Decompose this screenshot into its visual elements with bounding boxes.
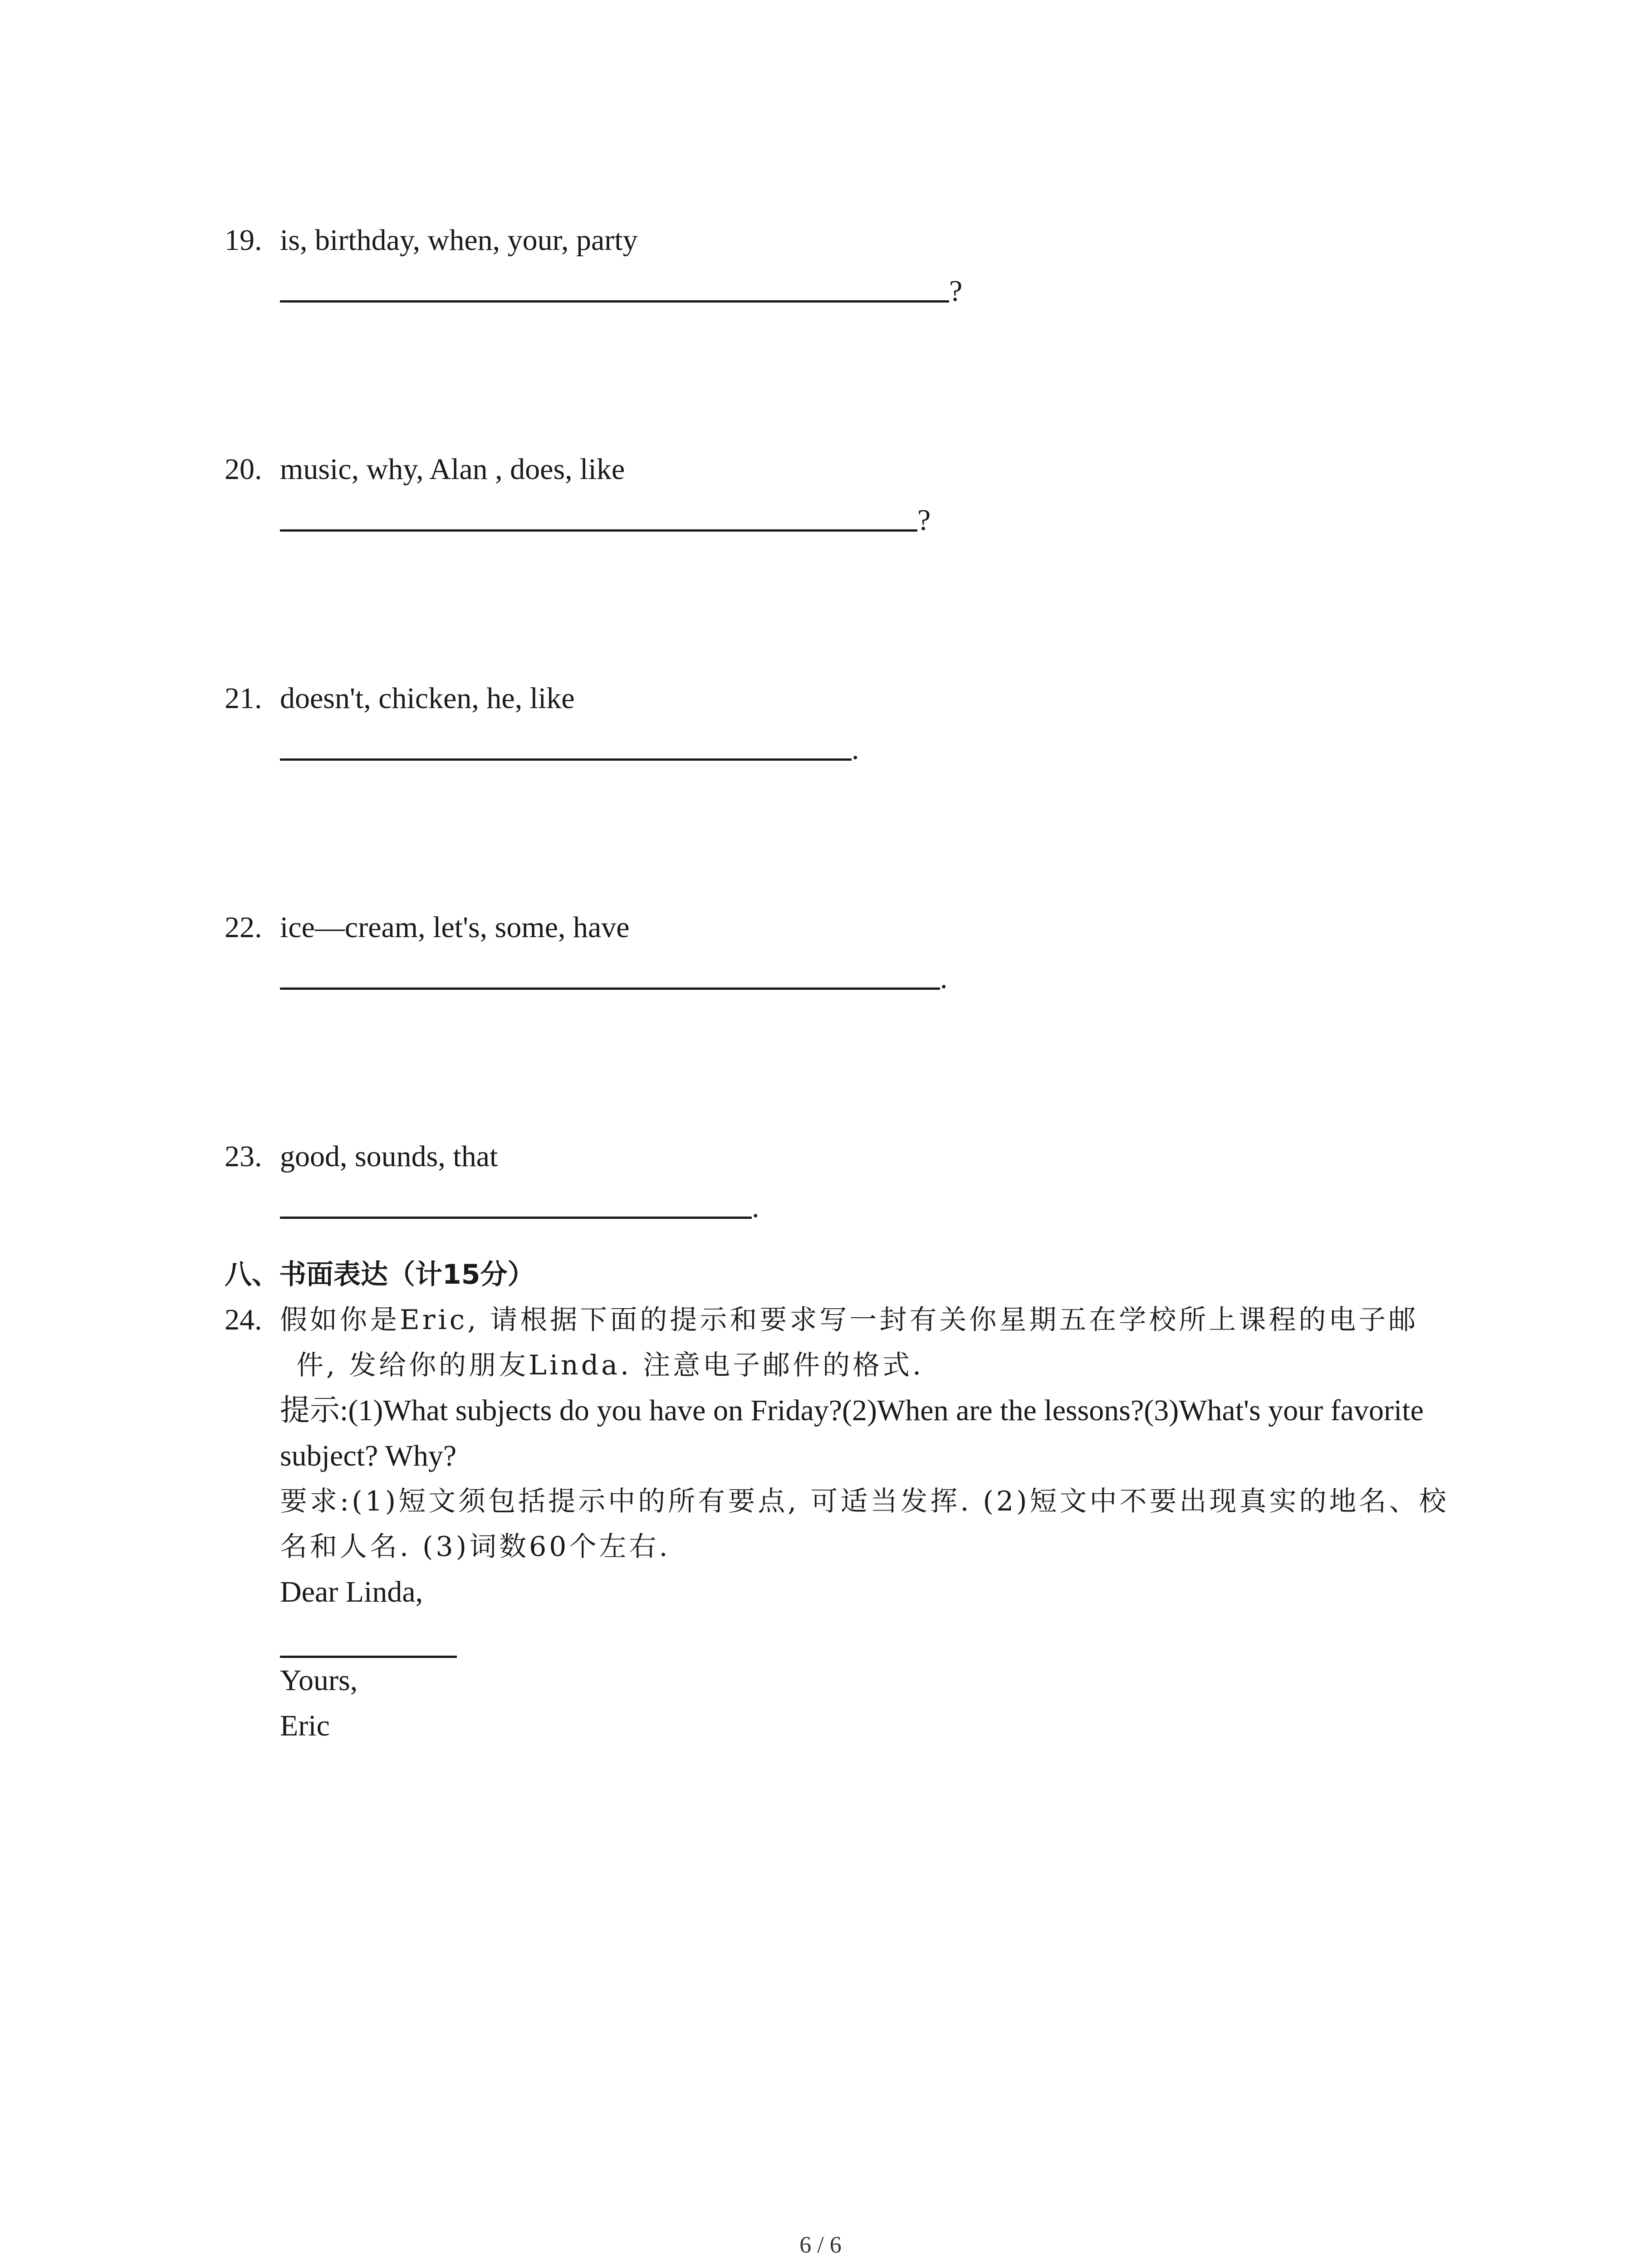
essay-body (280, 1297, 1472, 1749)
answer-row (280, 727, 1495, 772)
answer-row (280, 498, 1495, 543)
question-number: 24. (225, 1303, 262, 1336)
requirement-line: 名和人名. (3)词数60个左右. (280, 1531, 671, 1563)
end-punctuation: . (752, 1191, 759, 1224)
question-prompt (225, 676, 1495, 721)
letter-body-blank[interactable] (280, 1615, 457, 1658)
answer-blank[interactable] (280, 956, 940, 990)
question-22 (225, 905, 1495, 1001)
question-words: ice—cream, let's, some, have (280, 911, 630, 944)
answer-blank[interactable] (280, 498, 917, 532)
answer-blank[interactable] (280, 269, 949, 303)
question-21 (225, 676, 1495, 772)
question-20 (225, 447, 1495, 543)
question-prompt (225, 905, 1495, 950)
answer-row (280, 1185, 1495, 1230)
question-prompt (225, 1134, 1495, 1179)
page-indicator: 6 / 6 (799, 2232, 842, 2258)
end-punctuation: . (852, 733, 859, 766)
question-words: is, birthday, when, your, party (280, 224, 638, 257)
requirement-line: 要求:(1)短文须包括提示中的所有要点, 可适当发挥. (2)短文中不要出现真实的地名、校 (280, 1486, 1449, 1517)
answer-blank[interactable] (280, 727, 852, 761)
answer-blank[interactable] (280, 1185, 752, 1219)
question-number: 20. (225, 453, 262, 486)
hint-line: subject? Why? (280, 1439, 457, 1472)
instruction-line: 假如你是Eric, 请根据下面的提示和要求写一封有关你星期五在学校所上课程的电子邮 (280, 1304, 1419, 1336)
letter-closing: Yours, (280, 1664, 358, 1697)
question-number: 23. (225, 1140, 262, 1173)
question-number: 22. (225, 911, 262, 944)
answer-row (280, 269, 1495, 314)
instruction-line: 件, 发给你的朋友Linda. 注意电子邮件的格式. (296, 1349, 924, 1381)
question-prompt (225, 218, 1495, 263)
question-words: music, why, Alan , does, like (280, 453, 625, 486)
hint-line: 提示:(1)What subjects do you have on Friday?(2)When are the lessons?(3)What's your favorite (280, 1394, 1424, 1427)
question-prompt (225, 447, 1495, 492)
end-punctuation: ? (917, 503, 931, 537)
question-19 (225, 218, 1495, 314)
end-punctuation: ? (949, 274, 963, 308)
question-24 (225, 1297, 1472, 1749)
answer-row (280, 956, 1495, 1001)
letter-signature: Eric (280, 1709, 330, 1742)
question-23 (225, 1134, 1495, 1230)
question-words: good, sounds, that (280, 1140, 498, 1173)
question-words: doesn't, chicken, he, like (280, 682, 575, 715)
end-punctuation: . (940, 962, 948, 995)
letter-greeting: Dear Linda, (280, 1575, 423, 1608)
question-number: 21. (225, 682, 262, 715)
section-heading: 八、书面表达（计15分） (225, 1259, 535, 1290)
question-number: 19. (225, 224, 262, 257)
